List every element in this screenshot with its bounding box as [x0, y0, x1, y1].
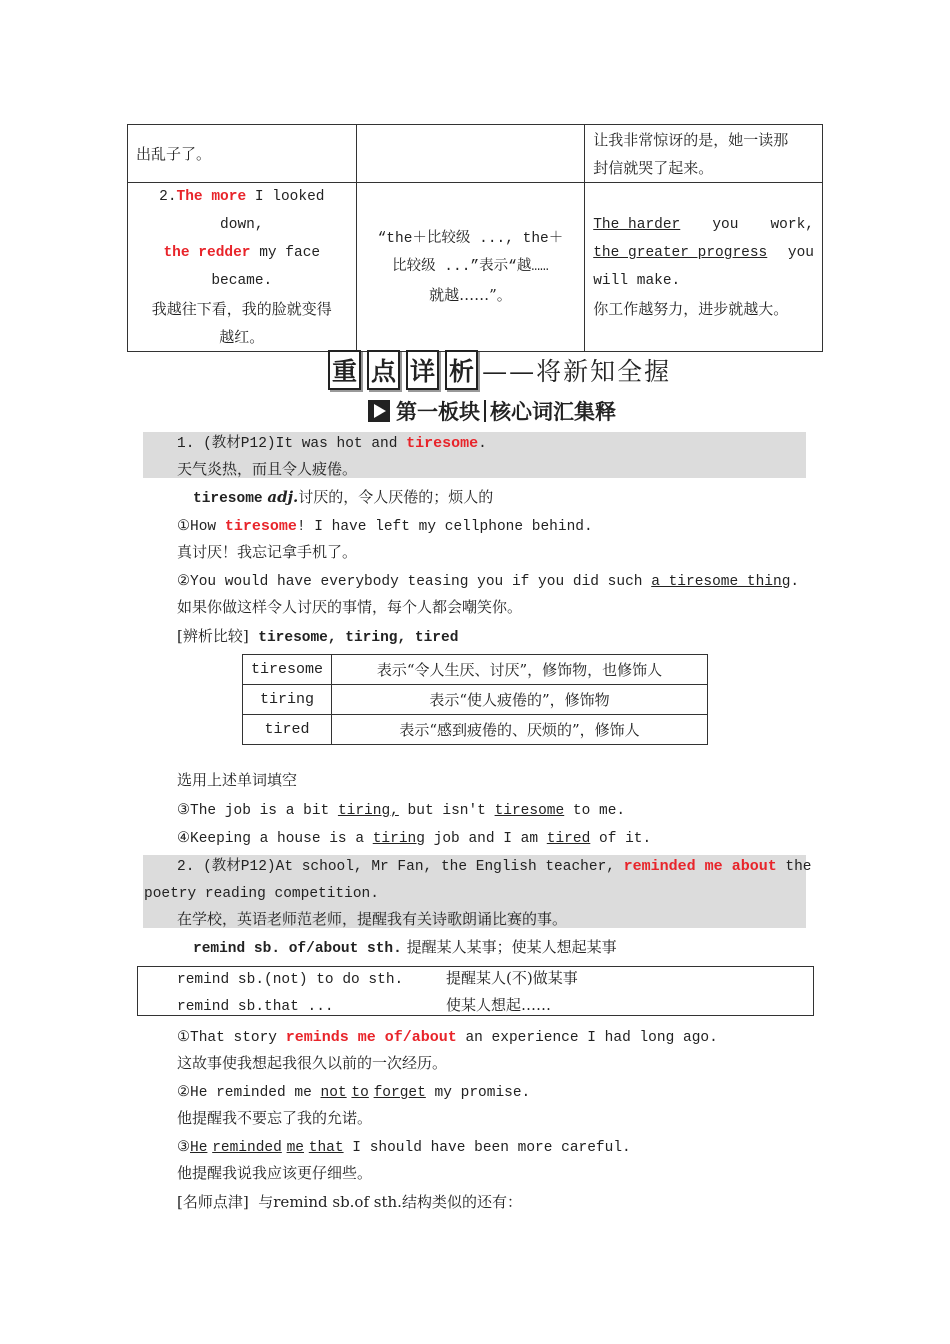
example-sentence: ②You would have everybody teasing you if you did such a tiresome thing. [177, 574, 800, 590]
item1-translation: 天气炎热，而且令人疲倦。 [177, 460, 358, 478]
example-translation: 他提醒我说我应该更仔细些。 [177, 1164, 373, 1182]
item2-phrase: remind sb. of/about sth. 提醒某人某事；使某人想起某事 [193, 938, 617, 957]
tip: [名师点津] 与remind sb.of sth.结构类似的还有： [177, 1193, 522, 1211]
example-sentence: ①How tiresome! I have left my cellphone behind. [177, 518, 593, 535]
example-translation: 真讨厌！我忘记拿手机了。 [177, 543, 358, 561]
usage-row: remind sb.that ... 使某人想起…… [177, 996, 552, 1015]
table-cell: The harder you work, the greater progress you will make. 你工作越努力，进步就越大。 [585, 183, 823, 352]
example-translation: 他提醒我不要忘了我的允诺。 [177, 1109, 373, 1127]
table-cell [356, 125, 585, 183]
example-sentence: ②He reminded me not to forget my promise. [177, 1085, 531, 1101]
table-cell: 出乱子了。 [128, 125, 357, 183]
item2-translation: 在学校，英语老师范老师，提醒我有关诗歌朗诵比赛的事。 [177, 910, 568, 928]
item2-heading: 2. (教材P12)At school, Mr Fan, the English teacher, reminded me about the [177, 858, 812, 875]
item1-word-entry: tiresome adj.讨厌的，令人厌倦的；烦人的 [193, 488, 494, 507]
top-table [127, 124, 823, 352]
subheading: 第一板块 核心词汇集释 [368, 396, 616, 426]
play-triangle-icon [368, 400, 390, 422]
usage-row: remind sb.(not) to do sth. 提醒某人(不)做某事 [177, 969, 578, 988]
compare-label: [辨析比较] tiresome, tiring, tired [177, 627, 459, 646]
compare-table [242, 654, 708, 745]
item2-heading-cont: poetry reading competition. [144, 886, 379, 902]
heading-rest: ——将新知全握 [482, 357, 672, 386]
heading-char: 点 [367, 350, 400, 390]
table-cell: 2.The more I looked down, the redder my face became. 我越往下看，我的脸就变得 越红。 [128, 183, 357, 352]
table-row: tired 表示“感到疲倦的、厌烦的”，修饰人 [243, 715, 708, 745]
table-cell: “the＋比较级 ..., the＋ 比较级 ...”表示“越…… 就越……”。 [356, 183, 585, 352]
example-sentence: ①That story reminds me of/about an experience I had long ago. [177, 1029, 718, 1046]
heading-char: 析 [445, 350, 478, 390]
heading-char: 重 [328, 350, 361, 390]
table-cell: 让我非常惊讶的是，她一读那 封信就哭了起来。 [585, 125, 823, 183]
example-sentence: ③He reminded me that I should have been more careful. [177, 1140, 631, 1156]
table-row: tiring 表示“使人疲倦的”，修饰物 [243, 685, 708, 715]
example-sentence: ③The job is a bit tiring, but isn't tiresome to me. [177, 803, 626, 819]
table-row: tiresome 表示“令人生厌、讨厌”，修饰物，也修饰人 [243, 655, 708, 685]
example-translation: 这故事使我想起我很久以前的一次经历。 [177, 1054, 448, 1072]
heading-char: 详 [406, 350, 439, 390]
item1-heading: 1. (教材P12)It was hot and tiresome. [177, 435, 487, 452]
section-heading [328, 350, 671, 390]
example-translation: 如果你做这样令人讨厌的事情，每个人都会嘲笑你。 [177, 598, 523, 616]
fill-title: 选用上述单词填空 [177, 771, 298, 789]
example-sentence: ④Keeping a house is a tiring job and I am tired of it. [177, 831, 652, 847]
